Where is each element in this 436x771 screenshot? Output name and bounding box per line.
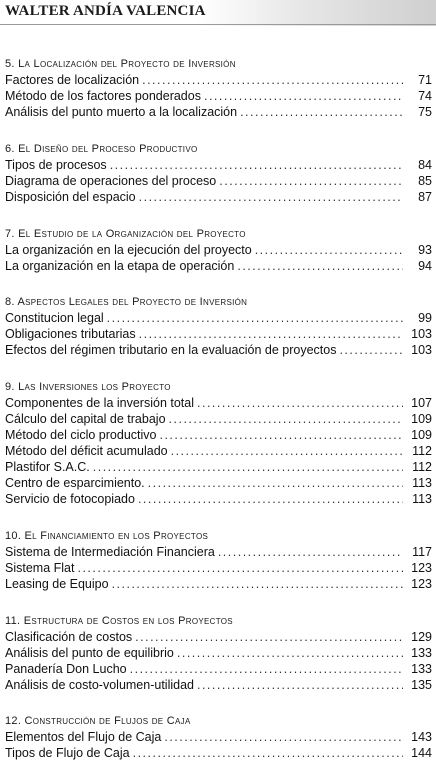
dot-leader <box>197 395 403 411</box>
dot-leader <box>138 491 403 507</box>
toc-entry <box>5 88 432 104</box>
page-number: 112 <box>412 460 432 474</box>
dot-leader <box>135 629 403 645</box>
page-number: 129 <box>411 630 432 644</box>
section-title: 11. Estructura de Costos en los Proyectos <box>5 615 233 627</box>
section-title: 12. Construcción de Flujos de Caja <box>5 715 191 727</box>
dot-leader <box>240 104 403 120</box>
dot-leader <box>133 745 403 761</box>
page-number: 144 <box>411 746 432 760</box>
page-number: 143 <box>411 730 432 744</box>
entry-label: Análisis del punto de equilibrio <box>5 646 174 660</box>
toc-entry <box>5 576 432 592</box>
dot-leader <box>148 475 403 491</box>
entry-label: La organización en la etapa de operación <box>5 259 235 273</box>
entry-label: Constitucion legal <box>5 311 104 325</box>
dot-leader <box>139 326 403 342</box>
entry-label: Obligaciones tributarias <box>5 327 136 341</box>
page-number: 99 <box>418 311 432 325</box>
page-number: 135 <box>411 678 432 692</box>
section-title: 10. El Financiamiento en los Proyectos <box>5 530 209 542</box>
toc-entry <box>5 310 432 326</box>
dot-leader <box>77 560 403 576</box>
page-number: 123 <box>411 561 432 575</box>
entry-label: Método de los factores ponderados <box>5 89 201 103</box>
page-number: 71 <box>418 73 432 87</box>
toc-entry <box>5 560 432 576</box>
section-title: 5. La Localización del Proyecto de Inversión <box>5 58 236 70</box>
dot-leader <box>237 258 403 274</box>
entry-label: Plastifor S.A.C. <box>5 460 90 474</box>
entry-label: Análisis del punto muerto a la localización <box>5 105 238 119</box>
toc-entry <box>5 72 432 88</box>
dot-leader <box>110 157 403 173</box>
toc-section <box>5 295 432 358</box>
toc-entry <box>5 258 432 274</box>
entry-label: Tipos de Flujo de Caja <box>5 746 130 760</box>
page-number: 94 <box>418 259 432 273</box>
dot-leader <box>197 677 403 693</box>
page-number: 85 <box>418 174 432 188</box>
entry-label: Leasing de Equipo <box>5 577 109 591</box>
toc-entry <box>5 491 432 507</box>
toc-section <box>5 614 432 693</box>
entry-label: Sistema Flat <box>5 561 75 575</box>
section-title: 6. El Diseño del Proceso Productivo <box>5 143 198 155</box>
toc-entry <box>5 661 432 677</box>
toc-entry <box>5 242 432 258</box>
toc-entry <box>5 157 432 173</box>
header-rule <box>0 24 436 25</box>
page-number: 74 <box>418 89 432 103</box>
dot-leader <box>93 459 403 475</box>
entry-label: Tipos de procesos <box>5 158 107 172</box>
page-number: 109 <box>411 412 432 426</box>
toc-section <box>5 227 432 274</box>
toc-entry <box>5 629 432 645</box>
toc-entry <box>5 745 432 761</box>
page-number: 123 <box>411 577 432 591</box>
page-number: 133 <box>411 646 432 660</box>
dot-leader <box>339 342 403 358</box>
dot-leader <box>219 173 403 189</box>
dot-leader <box>112 576 403 592</box>
dot-leader <box>130 661 403 677</box>
page-number: 109 <box>411 428 432 442</box>
toc-entry <box>5 173 432 189</box>
toc-entry <box>5 544 432 560</box>
dot-leader <box>142 72 403 88</box>
page-number: 75 <box>418 105 432 119</box>
entry-label: Método del ciclo productivo <box>5 428 157 442</box>
entry-label: La organización en la ejecución del proyecto <box>5 243 252 257</box>
page-number: 113 <box>412 476 432 490</box>
dot-leader <box>255 242 403 258</box>
entry-label: Componentes de la inversión total <box>5 396 195 410</box>
entry-label: Factores de localización <box>5 73 140 87</box>
toc-entry <box>5 729 432 745</box>
page-number: 87 <box>418 190 432 204</box>
entry-label: Efectos del régimen tributario en la evaluación de proyectos <box>5 343 337 357</box>
page-number: 84 <box>418 158 432 172</box>
entry-label: Diagrama de operaciones del proceso <box>5 174 217 188</box>
entry-label: Centro de esparcimiento. <box>5 476 145 490</box>
toc-entry <box>5 427 432 443</box>
page-number: 112 <box>412 444 432 458</box>
dot-leader <box>218 544 403 560</box>
entry-label: Análisis de costo-volumen-utilidad <box>5 678 194 692</box>
page-number: 107 <box>411 396 432 410</box>
dot-leader <box>139 189 403 205</box>
toc-entry <box>5 395 432 411</box>
dot-leader <box>171 443 403 459</box>
toc-entry <box>5 411 432 427</box>
toc-section <box>5 57 432 120</box>
toc-entry <box>5 342 432 358</box>
section-title: 8. Aspectos Legales del Proyecto de Inversión <box>5 296 248 308</box>
running-header-title: WALTER ANDÍA VALENCIA <box>5 3 206 19</box>
dot-leader <box>107 310 403 326</box>
toc-section <box>5 380 432 507</box>
toc-entry <box>5 475 432 491</box>
entry-label: Cálculo del capital de trabajo <box>5 412 166 426</box>
page-header <box>0 0 436 26</box>
page-number: 103 <box>411 327 432 341</box>
page-number: 113 <box>412 492 432 506</box>
entry-label: Servicio de fotocopiado <box>5 492 135 506</box>
entry-label: Sistema de Intermediación Financiera <box>5 545 215 559</box>
toc-entry <box>5 104 432 120</box>
section-title: 7. El Estudio de la Organización del Proyecto <box>5 228 246 240</box>
toc-entry <box>5 189 432 205</box>
dot-leader <box>164 729 403 745</box>
entry-label: Clasificación de costos <box>5 630 133 644</box>
toc-entry <box>5 459 432 475</box>
page-number: 103 <box>411 343 432 357</box>
toc-entry <box>5 677 432 693</box>
toc-entry <box>5 326 432 342</box>
dot-leader <box>159 427 403 443</box>
page-number: 117 <box>412 545 432 559</box>
entry-label: Panadería Don Lucho <box>5 662 127 676</box>
dot-leader <box>177 645 403 661</box>
dot-leader <box>169 411 403 427</box>
toc-entry <box>5 443 432 459</box>
dot-leader <box>204 88 403 104</box>
entry-label: Disposición del espacio <box>5 190 136 204</box>
entry-label: Método del déficit acumulado <box>5 444 168 458</box>
toc-section <box>5 529 432 592</box>
toc-entry <box>5 645 432 661</box>
entry-label: Elementos del Flujo de Caja <box>5 730 162 744</box>
toc-section <box>5 142 432 205</box>
page-number: 93 <box>418 243 432 257</box>
page-number: 133 <box>411 662 432 676</box>
section-title: 9. Las Inversiones los Proyecto <box>5 381 171 393</box>
toc-section <box>5 714 432 761</box>
